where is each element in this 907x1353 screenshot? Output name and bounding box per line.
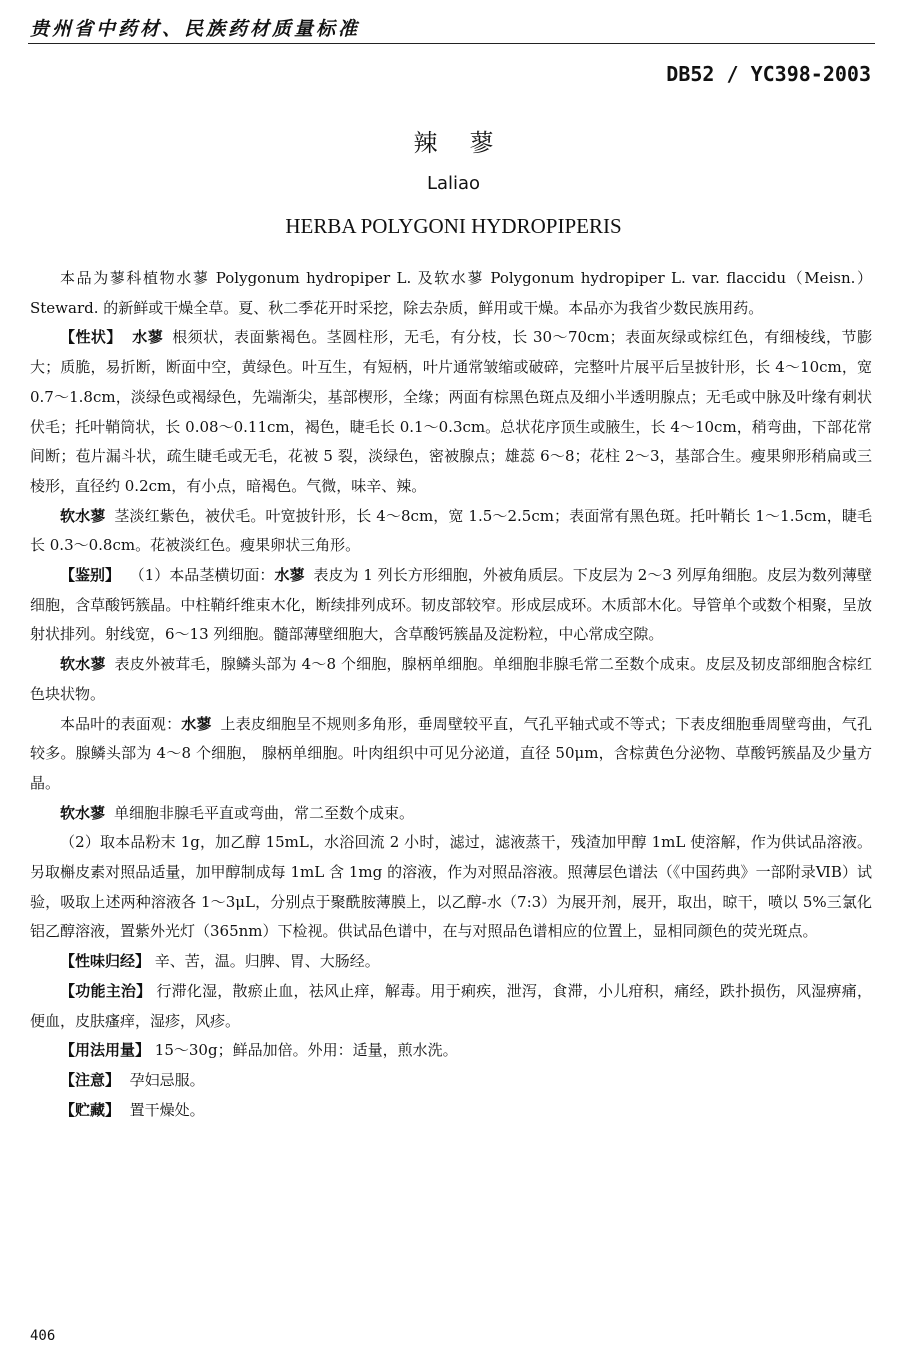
title-chinese: 辣蓼	[413, 129, 526, 157]
identification-text-4: 单细胞非腺毛平直或弯曲，常二至数个成束。	[114, 803, 415, 822]
function-paragraph	[30, 977, 872, 1036]
identification-paragraph-3	[30, 710, 872, 799]
standard-code: DB52 / YC398-2003	[666, 62, 871, 86]
intro-paragraph: 本品为蓼科植物水蓼 Polygonum hydropiper L. 及软水蓼 Polygonum hydropiper L. var. flaccidu（Meisn.）Steward. 的新鲜或干燥全草。夏、秋二季花开时采挖，除去杂质，鲜用或干燥。本品亦为我省少数民族用药。	[30, 269, 872, 317]
title-latin: HERBA POLYGONI HYDROPIPERIS	[285, 214, 622, 238]
storage-text: 置干燥处。	[129, 1100, 205, 1119]
section-label-function: 【功能主治】	[60, 981, 152, 1000]
function-text: 行滞化湿，散瘀止血，祛风止痒，解毒。用于痢疾，泄泻，食滞，小儿疳积，痛经，跌扑损伤，风湿痹痛，便血，皮肤瘙痒，湿疹，风疹。	[30, 981, 872, 1030]
identification-paragraph-5: （2）取本品粉末 1g，加乙醇 15mL，水浴回流 2 小时，滤过，滤液蒸干，残渣加甲醇 1mL 使溶解，作为供试品溶液。另取槲皮素对照品适量，加甲醇制成每 1mL 含 1mg 的溶液，作为对照品溶液。照薄层色谱法（《中国药典》一部附录ⅥB）试验，吸取上述两种溶液各 1～3μL，分别点于聚酰胺薄膜上，以乙醇-水（7:3）为展开剂，展开，取出，晾干，喷以 5%三氯化铝乙醇溶液，置紫外光灯（365nm）下检视。供试品色谱中，在与对照品色谱相应的位置上，显相同颜色的荧光斑点。	[30, 833, 872, 941]
identification-paragraph-4	[30, 799, 872, 829]
subspecies-label: 软水蓼	[60, 803, 106, 822]
section-label-identification: 【鉴别】	[60, 566, 121, 585]
identification-text-3b: 上表皮细胞呈不规则多角形，垂周壁较平直，气孔平轴式或不等式；下表皮细胞垂周壁弯曲，气孔较多。腺鳞头部为 4～8 个细胞， 腺柄单细胞。叶肉组织中可见分泌道，直径 50μm，含棕黄色分泌物、草酸钙簇晶及少量方晶。	[30, 714, 872, 792]
identification-paragraph-2	[30, 650, 872, 709]
characters-text-2: 茎淡红紫色，被伏毛。叶宽披针形，长 4～8cm，宽 1.5～2.5cm；表面常有黑色斑。托叶鞘长 1～1.5cm，睫毛长 0.3～0.8cm。花被淡红色。瘦果卵状三角形。	[30, 506, 872, 555]
caution-paragraph	[30, 1066, 872, 1096]
title-pinyin: Laliao	[426, 173, 481, 194]
document-body	[30, 264, 872, 1125]
caution-text: 孕妇忌服。	[129, 1070, 205, 1089]
nature-text: 辛、苦，温。归脾、胃、大肠经。	[154, 952, 380, 971]
usage-paragraph	[30, 1036, 872, 1066]
identification-paragraph	[30, 561, 872, 650]
characters-paragraph-2	[30, 502, 872, 561]
identification-text-2: 表皮外被茸毛，腺鳞头部为 4～8 个细胞，腺柄单细胞。单细胞非腺毛常二至数个成束。皮层及韧皮部细胞含棕红色块状物。	[30, 655, 872, 703]
characters-paragraph	[30, 323, 872, 501]
subspecies-label: 水蓼	[132, 328, 164, 347]
subspecies-label: 软水蓼	[60, 506, 106, 525]
subspecies-label: 软水蓼	[60, 655, 106, 674]
identification-text-1b: 表皮为 1 列长方形细胞，外被角质层。下皮层为 2～3 列厚角细胞。皮层为数列薄壁细胞，含草酸钙簇晶。中柱鞘纤维束木化，断续排列成环。韧皮部较窄。形成层成环。木质部木化。导管单个或数个相聚，呈放射状排列。射线宽，6～13 列细胞。髓部薄壁细胞大，含草酸钙簇晶及淀粉粒，中心常成空隙。	[30, 566, 872, 644]
subspecies-label: 水蓼	[274, 566, 305, 585]
page-number: 406	[30, 1328, 56, 1344]
identification-text-1a: （1）本品茎横切面：	[129, 566, 275, 585]
section-label-nature: 【性味归经】	[60, 952, 151, 971]
header-rule	[28, 43, 875, 44]
section-label-caution: 【注意】	[60, 1070, 121, 1089]
characters-text-1: 根须状，表面紫褐色。茎圆柱形，无毛，有分枝，长 30～70cm；表面灰绿或棕红色，有细棱线，节膨大；质脆，易折断，断面中空，黄绿色。叶互生，有短柄，叶片通常皱缩或破碎，完整叶片展平后呈披针形，长 4～10cm，宽 0.7～1.8cm，淡绿色或褐绿色，先端渐尖，基部楔形，全缘；两面有棕黑色斑点及细小半透明腺点；无毛或中脉及叶缘有刺状伏毛；托叶鞘筒状，长 0.08～0.11cm，褐色，睫毛长 0.1～0.3cm。总状花序顶生或腋生，长 4～10cm，稍弯曲，下部花常间断；苞片漏斗状，疏生睫毛或无毛，花被 5 裂，淡绿色，密被腺点；雄蕊 6～8；花柱 2～3，基部合生。瘦果卵形稍扁或三棱形，直径约 0.2cm，有小点，暗褐色。气微，味辛、辣。	[30, 328, 872, 495]
header-title: 贵州省中药材、民族药材质量标准	[30, 18, 361, 40]
section-label-characters: 【性状】	[60, 328, 122, 347]
identification-text-3a: 本品叶的表面观：	[60, 714, 182, 733]
section-label-usage: 【用法用量】	[60, 1041, 151, 1060]
section-label-storage: 【贮藏】	[60, 1100, 121, 1119]
subspecies-label: 水蓼	[181, 714, 212, 733]
storage-paragraph	[30, 1096, 872, 1126]
usage-text: 15～30g；鲜品加倍。外用：适量，煎水洗。	[154, 1041, 458, 1060]
nature-paragraph	[30, 947, 872, 977]
